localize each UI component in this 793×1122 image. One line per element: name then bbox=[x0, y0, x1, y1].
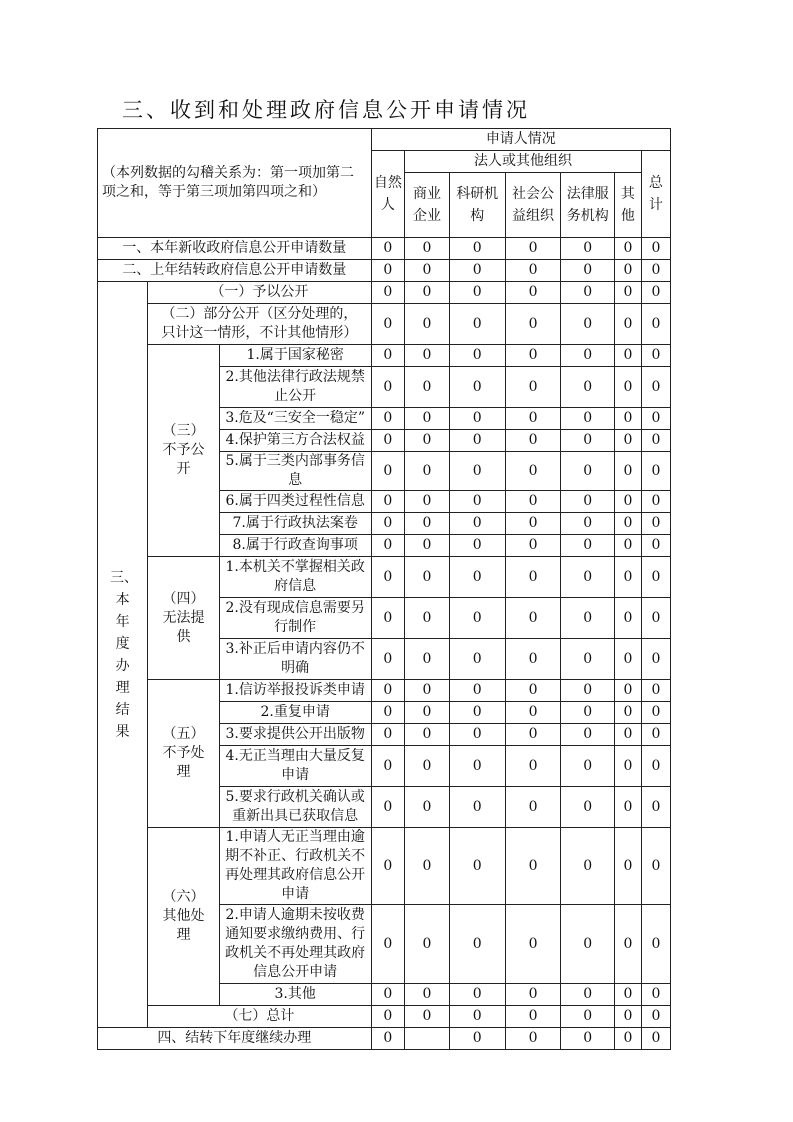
header-natural-person: 自然人 bbox=[371, 151, 405, 238]
table-row bbox=[98, 282, 671, 304]
r3-item-value: 0 bbox=[449, 535, 505, 557]
r3-item-value: 0 bbox=[615, 345, 642, 367]
r7-value: 0 bbox=[405, 1006, 450, 1028]
r5-item-value: 0 bbox=[641, 787, 670, 828]
r3-item-label: 6.属于四类过程性信息 bbox=[219, 491, 371, 513]
r3-item-value: 0 bbox=[561, 345, 615, 367]
r5-item-value: 0 bbox=[561, 724, 615, 746]
r6-item-value: 0 bbox=[561, 905, 615, 984]
r2-value: 0 bbox=[641, 304, 670, 345]
r3-item-label: 3.危及“三安全一稳定” bbox=[219, 408, 371, 430]
row-carry-value: 0 bbox=[641, 260, 670, 282]
r3-item-value: 0 bbox=[505, 367, 561, 408]
r6-item-value: 0 bbox=[615, 984, 642, 1006]
r7-value: 0 bbox=[505, 1006, 561, 1028]
row-new-value: 0 bbox=[371, 238, 405, 260]
r2-value: 0 bbox=[449, 304, 505, 345]
r1-value: 0 bbox=[641, 282, 670, 304]
row-new-label: 一、本年新收政府信息公开申请数量 bbox=[98, 238, 372, 260]
row-next-value: 0 bbox=[505, 1028, 561, 1050]
r5-item-value: 0 bbox=[505, 702, 561, 724]
r5-item-value: 0 bbox=[405, 787, 450, 828]
r5-item-value: 0 bbox=[449, 787, 505, 828]
r5-item-value: 0 bbox=[561, 680, 615, 702]
r5-item-value: 0 bbox=[371, 702, 405, 724]
row-next-value: 0 bbox=[449, 1028, 505, 1050]
r3-item-value: 0 bbox=[405, 345, 450, 367]
r6-item-value: 0 bbox=[561, 828, 615, 905]
table-row bbox=[98, 260, 671, 282]
r3-item-value: 0 bbox=[371, 345, 405, 367]
row-next-value: 0 bbox=[371, 1028, 405, 1050]
r6-item-value: 0 bbox=[405, 828, 450, 905]
r5-item-value: 0 bbox=[505, 680, 561, 702]
r3-item-value: 0 bbox=[615, 535, 642, 557]
r3-item-value: 0 bbox=[505, 430, 561, 452]
r5-label: （五）不予处理 bbox=[148, 680, 219, 828]
r4-item-value: 0 bbox=[405, 598, 450, 639]
r6-item-value: 0 bbox=[449, 905, 505, 984]
row-new-value: 0 bbox=[561, 238, 615, 260]
r5-item-value: 0 bbox=[641, 702, 670, 724]
r4-item-value: 0 bbox=[449, 557, 505, 598]
r6-item-value: 0 bbox=[371, 984, 405, 1006]
r5-item-value: 0 bbox=[615, 702, 642, 724]
row-carry-value: 0 bbox=[561, 260, 615, 282]
r5-item-value: 0 bbox=[371, 746, 405, 787]
r7-value: 0 bbox=[615, 1006, 642, 1028]
r3-item-value: 0 bbox=[405, 452, 450, 491]
r3-item-label: 1.属于国家秘密 bbox=[219, 345, 371, 367]
r3-item-value: 0 bbox=[405, 408, 450, 430]
row-new-value: 0 bbox=[449, 238, 505, 260]
r3-item-value: 0 bbox=[371, 535, 405, 557]
r3-item-value: 0 bbox=[371, 513, 405, 535]
r4-item-value: 0 bbox=[449, 598, 505, 639]
r4-item-label: 3.补正后申请内容仍不明确 bbox=[219, 639, 371, 680]
r1-label: （一）予以公开 bbox=[148, 282, 371, 304]
r3-item-value: 0 bbox=[505, 491, 561, 513]
r3-item-value: 0 bbox=[615, 367, 642, 408]
r3-item-value: 0 bbox=[641, 345, 670, 367]
header-welfare: 社会公益组织 bbox=[505, 173, 561, 238]
r5-item-value: 0 bbox=[561, 702, 615, 724]
r4-item-value: 0 bbox=[641, 557, 670, 598]
r3-item-value: 0 bbox=[641, 535, 670, 557]
r5-item-label: 2.重复申请 bbox=[219, 702, 371, 724]
r6-item-value: 0 bbox=[615, 828, 642, 905]
r3-item-value: 0 bbox=[641, 430, 670, 452]
r3-item-value: 0 bbox=[561, 535, 615, 557]
header-legal-group: 法人或其他组织 bbox=[405, 151, 642, 173]
r6-item-value: 0 bbox=[405, 905, 450, 984]
r3-item-value: 0 bbox=[561, 513, 615, 535]
r2-value: 0 bbox=[561, 304, 615, 345]
row-new-value: 0 bbox=[405, 238, 450, 260]
application-table bbox=[97, 128, 671, 1050]
r3-item-value: 0 bbox=[561, 367, 615, 408]
r5-item-value: 0 bbox=[505, 724, 561, 746]
r4-item-value: 0 bbox=[405, 557, 450, 598]
r5-item-value: 0 bbox=[449, 680, 505, 702]
r6-item-label: 1.申请人无正当理由逾期不补正、行政机关不再处理其政府信息公开申请 bbox=[219, 828, 371, 905]
r6-label: （六）其他处理 bbox=[148, 828, 219, 1006]
row-next-value: 0 bbox=[561, 1028, 615, 1050]
r3-item-value: 0 bbox=[371, 408, 405, 430]
r3-item-value: 0 bbox=[561, 430, 615, 452]
table-row bbox=[98, 304, 671, 345]
r3-item-value: 0 bbox=[405, 513, 450, 535]
r6-item-value: 0 bbox=[371, 828, 405, 905]
r3-item-value: 0 bbox=[561, 452, 615, 491]
r5-item-value: 0 bbox=[641, 680, 670, 702]
r3-item-value: 0 bbox=[615, 513, 642, 535]
r1-value: 0 bbox=[371, 282, 405, 304]
header-business: 商业企业 bbox=[405, 173, 450, 238]
row-new-value: 0 bbox=[505, 238, 561, 260]
r4-item-value: 0 bbox=[615, 598, 642, 639]
r4-item-value: 0 bbox=[561, 557, 615, 598]
r3-item-value: 0 bbox=[615, 408, 642, 430]
r5-item-value: 0 bbox=[371, 680, 405, 702]
r3-item-label: 8.属于行政查询事项 bbox=[219, 535, 371, 557]
r5-item-value: 0 bbox=[615, 746, 642, 787]
r1-value: 0 bbox=[615, 282, 642, 304]
r3-item-value: 0 bbox=[449, 367, 505, 408]
r3-item-value: 0 bbox=[615, 452, 642, 491]
row-next-label: 四、结转下年度继续办理 bbox=[98, 1028, 372, 1050]
r6-item-value: 0 bbox=[371, 905, 405, 984]
r1-value: 0 bbox=[505, 282, 561, 304]
r5-item-value: 0 bbox=[561, 746, 615, 787]
r5-item-value: 0 bbox=[405, 702, 450, 724]
r5-item-value: 0 bbox=[615, 680, 642, 702]
header-note: （本列数据的勾稽关系为：第一项加第二项之和，等于第三项加第四项之和） bbox=[98, 129, 372, 238]
r2-value: 0 bbox=[371, 304, 405, 345]
r3-item-value: 0 bbox=[505, 408, 561, 430]
r3-item-value: 0 bbox=[405, 367, 450, 408]
r3-item-value: 0 bbox=[449, 452, 505, 491]
r5-item-label: 1.信访举报投诉类申请 bbox=[219, 680, 371, 702]
row-new-value: 0 bbox=[641, 238, 670, 260]
r3-item-value: 0 bbox=[505, 535, 561, 557]
r4-item-value: 0 bbox=[641, 639, 670, 680]
row-next-value: 0 bbox=[641, 1028, 670, 1050]
r6-item-value: 0 bbox=[641, 828, 670, 905]
r6-item-value: 0 bbox=[641, 905, 670, 984]
r4-item-value: 0 bbox=[505, 598, 561, 639]
table-row bbox=[98, 828, 671, 905]
r3-item-value: 0 bbox=[371, 491, 405, 513]
r3-item-value: 0 bbox=[615, 430, 642, 452]
r3-item-value: 0 bbox=[641, 367, 670, 408]
header-applicant-group: 申请人情况 bbox=[371, 129, 670, 151]
r3-item-value: 0 bbox=[505, 452, 561, 491]
r7-value: 0 bbox=[641, 1006, 670, 1028]
r3-item-value: 0 bbox=[561, 408, 615, 430]
r5-item-value: 0 bbox=[405, 680, 450, 702]
table-row bbox=[98, 345, 671, 367]
r2-value: 0 bbox=[405, 304, 450, 345]
r5-item-label: 5.要求行政机关确认或重新出具已获取信息 bbox=[219, 787, 371, 828]
r3-item-value: 0 bbox=[641, 408, 670, 430]
r4-item-value: 0 bbox=[405, 639, 450, 680]
r3-item-value: 0 bbox=[371, 367, 405, 408]
r3-item-value: 0 bbox=[641, 513, 670, 535]
r6-item-label: 2.申请人逾期未按收费通知要求缴纳费用、行政机关不再处理其政府信息公开申请 bbox=[219, 905, 371, 984]
r5-item-value: 0 bbox=[505, 787, 561, 828]
header-law: 法律服务机构 bbox=[561, 173, 615, 238]
r3-item-value: 0 bbox=[561, 491, 615, 513]
r4-item-value: 0 bbox=[449, 639, 505, 680]
row-carry-value: 0 bbox=[449, 260, 505, 282]
row-next-value: 0 bbox=[615, 1028, 642, 1050]
r3-item-label: 5.属于三类内部事务信息 bbox=[219, 452, 371, 491]
r4-item-value: 0 bbox=[371, 598, 405, 639]
row-next-value bbox=[405, 1028, 450, 1050]
row-carry-label: 二、上年结转政府信息公开申请数量 bbox=[98, 260, 372, 282]
table-row bbox=[98, 1006, 671, 1028]
r5-item-value: 0 bbox=[561, 787, 615, 828]
r3-item-value: 0 bbox=[449, 345, 505, 367]
r3-item-value: 0 bbox=[641, 491, 670, 513]
r1-value: 0 bbox=[449, 282, 505, 304]
r3-item-value: 0 bbox=[449, 430, 505, 452]
r5-item-value: 0 bbox=[615, 724, 642, 746]
r4-item-value: 0 bbox=[371, 557, 405, 598]
r5-item-label: 3.要求提供公开出版物 bbox=[219, 724, 371, 746]
r3-item-value: 0 bbox=[615, 491, 642, 513]
r5-item-value: 0 bbox=[449, 724, 505, 746]
r6-item-value: 0 bbox=[641, 984, 670, 1006]
r1-value: 0 bbox=[561, 282, 615, 304]
r4-item-value: 0 bbox=[615, 639, 642, 680]
r5-item-label: 4.无正当理由大量反复申请 bbox=[219, 746, 371, 787]
table-row bbox=[98, 238, 671, 260]
table-row bbox=[98, 680, 671, 702]
r3-item-label: 2.其他法律行政法规禁止公开 bbox=[219, 367, 371, 408]
r6-item-value: 0 bbox=[505, 905, 561, 984]
r5-item-value: 0 bbox=[449, 702, 505, 724]
r3-item-value: 0 bbox=[371, 452, 405, 491]
r3-item-value: 0 bbox=[405, 535, 450, 557]
r6-item-value: 0 bbox=[615, 905, 642, 984]
r1-value: 0 bbox=[405, 282, 450, 304]
r5-item-value: 0 bbox=[505, 746, 561, 787]
page-title: 三、收到和处理政府信息公开申请情况 bbox=[122, 98, 530, 122]
header-total: 总计 bbox=[641, 151, 670, 238]
r6-item-value: 0 bbox=[505, 828, 561, 905]
r4-item-label: 2.没有现成信息需要另行制作 bbox=[219, 598, 371, 639]
r5-item-value: 0 bbox=[641, 724, 670, 746]
header-research: 科研机构 bbox=[449, 173, 505, 238]
r6-item-label: 3.其他 bbox=[219, 984, 371, 1006]
r3-item-label: 7.属于行政执法案卷 bbox=[219, 513, 371, 535]
r7-label: （七）总计 bbox=[148, 1006, 371, 1028]
r6-item-value: 0 bbox=[449, 828, 505, 905]
r3-item-label: 4.保护第三方合法权益 bbox=[219, 430, 371, 452]
r6-item-value: 0 bbox=[405, 984, 450, 1006]
r3-item-value: 0 bbox=[449, 513, 505, 535]
r2-value: 0 bbox=[505, 304, 561, 345]
r4-item-value: 0 bbox=[371, 639, 405, 680]
r7-value: 0 bbox=[561, 1006, 615, 1028]
r3-item-value: 0 bbox=[371, 430, 405, 452]
r4-item-value: 0 bbox=[505, 557, 561, 598]
r3-item-value: 0 bbox=[449, 491, 505, 513]
r6-item-value: 0 bbox=[505, 984, 561, 1006]
r5-item-value: 0 bbox=[405, 724, 450, 746]
r3-label: （三）不予公开 bbox=[148, 345, 219, 557]
r5-item-value: 0 bbox=[615, 787, 642, 828]
r6-item-value: 0 bbox=[449, 984, 505, 1006]
r3-item-value: 0 bbox=[505, 345, 561, 367]
r5-item-value: 0 bbox=[371, 787, 405, 828]
r3-item-value: 0 bbox=[505, 513, 561, 535]
r4-item-value: 0 bbox=[615, 557, 642, 598]
r4-item-value: 0 bbox=[561, 639, 615, 680]
r4-item-value: 0 bbox=[505, 639, 561, 680]
result-label: 三、本年度办理结果 bbox=[98, 282, 148, 1028]
table-row bbox=[98, 557, 671, 598]
r3-item-value: 0 bbox=[405, 491, 450, 513]
header-other: 其他 bbox=[615, 173, 642, 238]
r4-item-value: 0 bbox=[561, 598, 615, 639]
row-carry-value: 0 bbox=[405, 260, 450, 282]
r7-value: 0 bbox=[449, 1006, 505, 1028]
r4-label: （四）无法提供 bbox=[148, 557, 219, 680]
row-carry-value: 0 bbox=[615, 260, 642, 282]
r4-item-label: 1.本机关不掌握相关政府信息 bbox=[219, 557, 371, 598]
r5-item-value: 0 bbox=[641, 746, 670, 787]
table-row bbox=[98, 1028, 671, 1050]
r5-item-value: 0 bbox=[405, 746, 450, 787]
r4-item-value: 0 bbox=[641, 598, 670, 639]
row-carry-value: 0 bbox=[505, 260, 561, 282]
row-carry-value: 0 bbox=[371, 260, 405, 282]
r7-value: 0 bbox=[371, 1006, 405, 1028]
row-new-value: 0 bbox=[615, 238, 642, 260]
r3-item-value: 0 bbox=[641, 452, 670, 491]
r5-item-value: 0 bbox=[449, 746, 505, 787]
r3-item-value: 0 bbox=[405, 430, 450, 452]
r3-item-value: 0 bbox=[449, 408, 505, 430]
r6-item-value: 0 bbox=[561, 984, 615, 1006]
r2-label: （二）部分公开（区分处理的，只计这一情形，不计其他情形） bbox=[148, 304, 371, 345]
r5-item-value: 0 bbox=[371, 724, 405, 746]
r2-value: 0 bbox=[615, 304, 642, 345]
